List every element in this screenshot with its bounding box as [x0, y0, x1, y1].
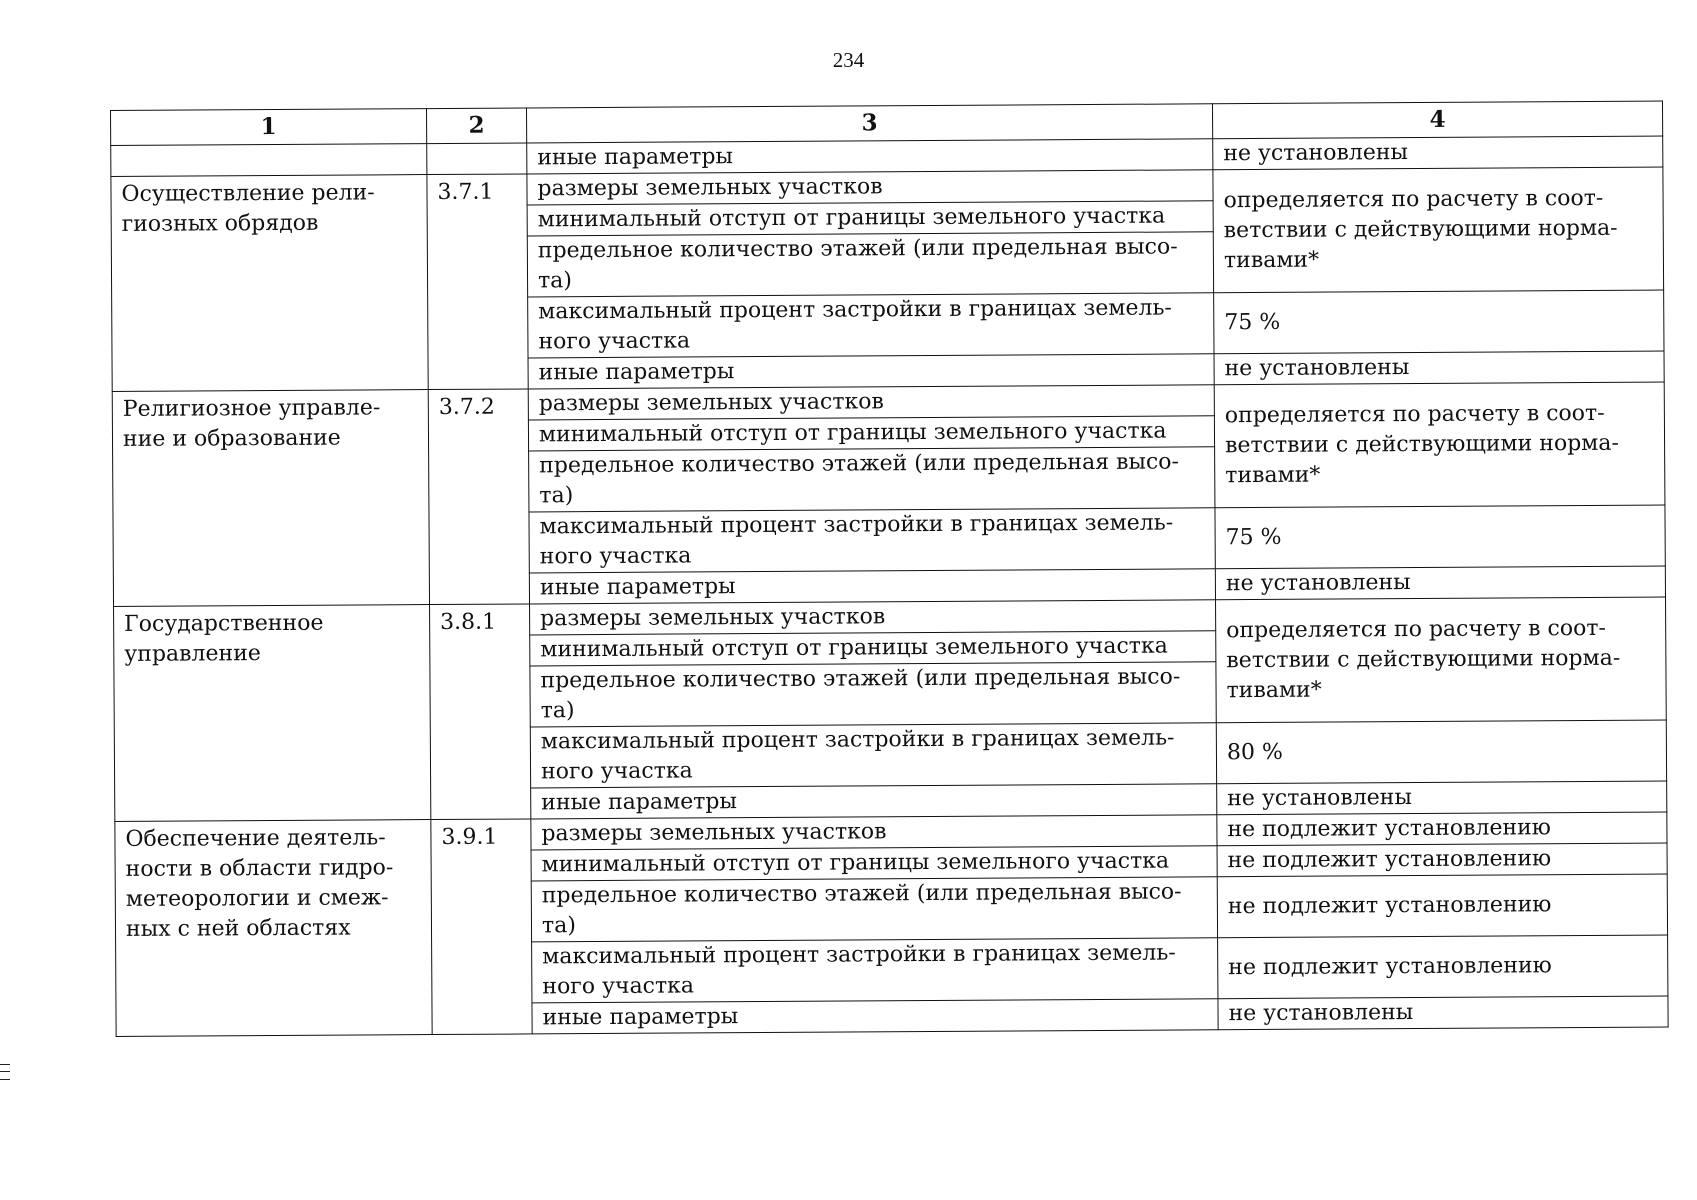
page-number: 234 — [832, 48, 865, 72]
land-use-name: Обеспечение деятель- ности в области гидро- метеорологии и смеж- ных с ней областях — [115, 820, 432, 1037]
land-use-code: 3.9.1 — [431, 819, 532, 1035]
land-use-code: 3.7.1 — [427, 174, 528, 390]
percent-value-cell: 75 % — [1215, 505, 1665, 569]
parameter-cell: предельное количество этажей (или предельная высо- та) — [531, 877, 1217, 942]
calc-value-cell: определяется по расчету в соот- ветствии с действующими норма- тивами* — [1214, 382, 1665, 508]
column-header-4: 4 — [1212, 101, 1662, 139]
parameter-cell: предельное количество этажей (или предельная высо- та) — [527, 232, 1213, 297]
value-cell: не установлены — [1213, 136, 1663, 170]
value-cell: не установлены — [1218, 996, 1668, 1030]
parameter-cell: предельное количество этажей (или предельная высо- та) — [530, 662, 1216, 727]
value-cell: не подлежит установлению — [1217, 874, 1667, 938]
value-cell: не установлены — [1215, 566, 1665, 600]
parameter-cell: иные параметры — [527, 139, 1213, 174]
column-header-3: 3 — [526, 104, 1212, 143]
parameter-cell: минимальный отступ от границы земельного участка — [530, 631, 1216, 666]
parameter-cell: размеры земельных участков — [530, 600, 1216, 635]
parameter-cell: размеры земельных участков — [528, 385, 1214, 420]
value-cell: не установлены — [1217, 781, 1667, 815]
parameter-cell: максимальный процент застройки в границах земель- ного участка — [530, 723, 1216, 788]
parameter-cell: минимальный отступ от границы земельного участка — [527, 201, 1213, 236]
value-cell: не установлены — [1214, 351, 1664, 385]
parameter-cell: иные параметры — [528, 354, 1214, 389]
calc-value-cell: определяется по расчету в соот- ветствии с действующими норма- тивами* — [1216, 597, 1667, 723]
percent-value-cell: 80 % — [1216, 720, 1666, 784]
column-header-2: 2 — [426, 108, 526, 144]
empty-cell — [111, 144, 427, 177]
parameter-cell: размеры земельных участков — [527, 170, 1213, 205]
empty-cell — [427, 143, 527, 175]
parameter-cell: максимальный процент застройки в границах земель- ного участка — [529, 508, 1215, 573]
value-cell: не подлежит установлению — [1218, 935, 1668, 999]
parameter-cell: иные параметры — [529, 569, 1215, 604]
margin-mark — [0, 1064, 10, 1065]
margin-mark — [0, 1071, 10, 1072]
parameter-cell: максимальный процент застройки в границах земель- ного участка — [528, 293, 1214, 358]
land-use-name: Осуществление рели- гиозных обрядов — [111, 175, 428, 392]
parameter-cell: минимальный отступ от границы земельного участка — [528, 416, 1214, 451]
parameter-cell: максимальный процент застройки в границах земель- ного участка — [532, 938, 1218, 1003]
regulations-table — [110, 101, 1669, 1037]
percent-value-cell: 75 % — [1214, 290, 1664, 354]
land-use-name: Религиозное управле- ние и образование — [112, 390, 429, 607]
value-cell: не подлежит установлению — [1217, 812, 1667, 846]
parameter-cell: иные параметры — [532, 999, 1218, 1034]
value-cell: не подлежит установлению — [1217, 843, 1667, 877]
parameter-cell: размеры земельных участков — [531, 815, 1217, 850]
parameter-cell: предельное количество этажей (или предельная высо- та) — [529, 447, 1215, 512]
land-use-code: 3.8.1 — [430, 604, 531, 820]
parameter-cell: иные параметры — [531, 784, 1217, 819]
column-header-1: 1 — [111, 109, 427, 146]
land-use-code: 3.7.2 — [428, 389, 529, 605]
parameter-cell: минимальный отступ от границы земельного участка — [531, 846, 1217, 881]
calc-value-cell: определяется по расчету в соот- ветствии с действующими норма- тивами* — [1213, 167, 1664, 293]
margin-mark — [0, 1079, 10, 1080]
land-use-name: Государственное управление — [114, 605, 431, 822]
